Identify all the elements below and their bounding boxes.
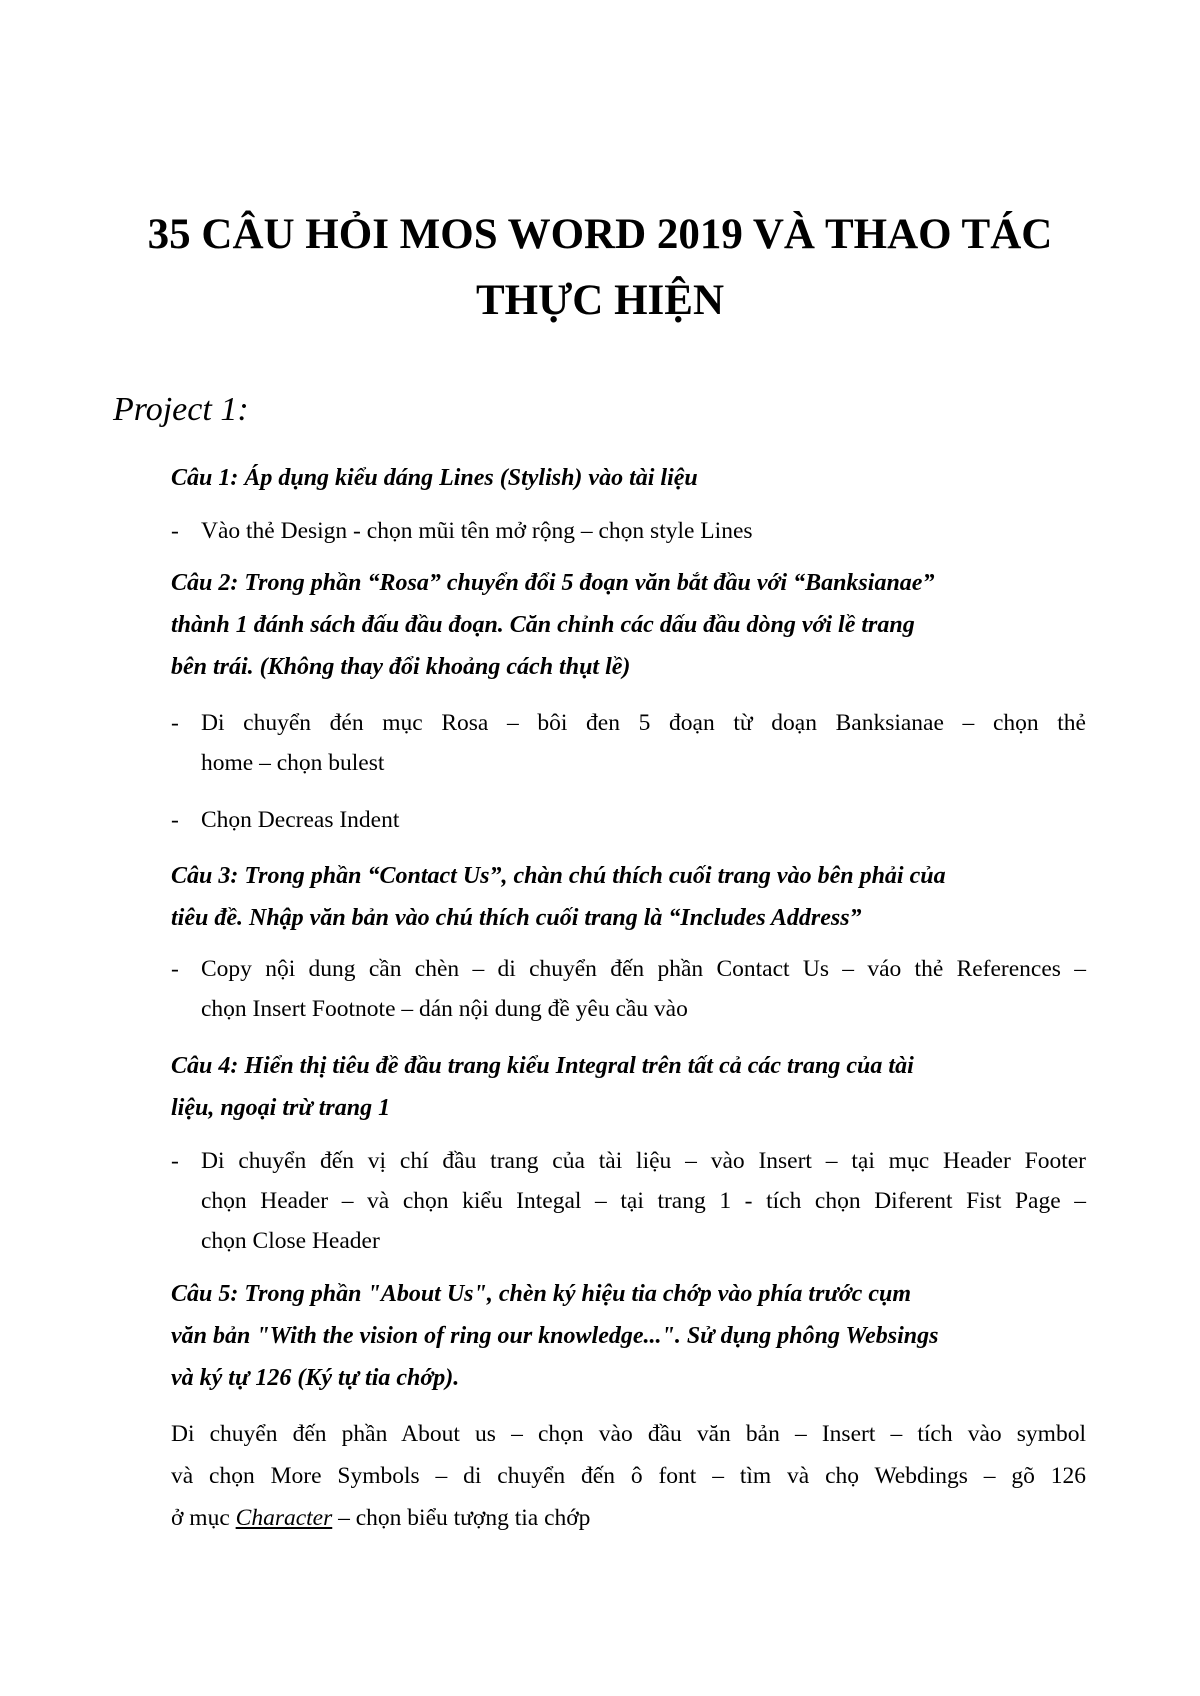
answer-4-line: chọn Header – và chọn kiểu Integal – tại trang 1 - tích chọn Diferent Fist Page – — [201, 1188, 1086, 1214]
answer-5-paragraph — [171, 1413, 1086, 1539]
answer-3-line: chọn Insert Footnote – dán nội dung đề yêu cầu vào — [201, 996, 688, 1022]
question-3-line: Câu 3: Trong phần “Contact Us”, chàn chú thích cuối trang vào bên phải của — [171, 863, 946, 889]
answer-2b-text — [201, 800, 1086, 840]
answer-2-line: Di chuyển đén mục Rosa – bôi đen 5 đoạn từ doạn Banksianae – chọn thẻ — [201, 710, 1086, 736]
answer-3-line: Copy nội dung cần chèn – di chuyển đến phần Contact Us – váo thẻ References – — [201, 956, 1086, 982]
bullet-dash: - — [171, 807, 179, 833]
answer-1-text — [201, 511, 1086, 551]
question-3-line: tiêu đề. Nhập văn bản vào chú thích cuối trang là “Includes Address” — [171, 905, 862, 931]
question-2-line: Câu 2: Trong phần “Rosa” chuyển đổi 5 đoạn văn bắt đầu với “Banksianae” — [171, 570, 935, 596]
answer-1-line: Vào thẻ Design - chọn mũi tên mở rộng – chọn style Lines — [201, 518, 753, 544]
question-1-line: Câu 1: Áp dụng kiểu dáng Lines (Stylish) vào tài liệu — [171, 465, 698, 491]
bullet-dash: - — [171, 1148, 179, 1174]
question-2-line: bên trái. (Không thay đổi khoảng cách thụt lề) — [171, 654, 631, 680]
question-2-line: thành 1 đánh sách đấu đầu đoạn. Căn chỉnh các dấu đầu dòng với lề trang — [171, 612, 915, 638]
answer-2b-line: Chọn Decreas Indent — [201, 807, 400, 833]
answer-5-line-suffix: – chọn biểu tượng tia chớp — [332, 1505, 591, 1531]
project-heading: Project 1: — [113, 391, 249, 428]
question-5-line: văn bản "With the vision of ring our knowledge...". Sử dụng phông Websings — [171, 1323, 939, 1349]
bullet-dash: - — [171, 518, 179, 544]
answer-5-line: và chọn More Symbols – di chuyển đến ô font – tìm và chọ Webdings – gõ 126 — [171, 1463, 1086, 1489]
question-5-line: Câu 5: Trong phần "About Us", chèn ký hiệu tia chớp vào phía trước cụm — [171, 1281, 911, 1307]
answer-5-line-prefix: ở mục — [171, 1505, 236, 1531]
question-2 — [171, 562, 1084, 688]
answer-5-line — [171, 1497, 1086, 1539]
bullet-dash: - — [171, 956, 179, 982]
question-4 — [171, 1045, 1084, 1129]
answer-4-text — [201, 1141, 1086, 1261]
answer-2-text — [201, 703, 1086, 783]
question-4-line: Câu 4: Hiển thị tiêu đề đầu trang kiểu Integral trên tất cả các trang của tài — [171, 1053, 914, 1079]
question-3 — [171, 855, 1084, 939]
answer-4-line: Di chuyển đến vị chí đầu trang của tài liệu – vào Insert – tại mục Header Footer — [201, 1148, 1086, 1174]
title-line-1: 35 CÂU HỎI MOS WORD 2019 VÀ THAO TÁC — [147, 211, 1053, 258]
answer-2-line: home – chọn bulest — [201, 750, 385, 776]
bullet-dash: - — [171, 710, 179, 736]
answer-3-text — [201, 949, 1086, 1029]
title-line-2: THỰC HIỆN — [475, 277, 725, 324]
document-title — [100, 202, 1100, 334]
answer-5-line: Di chuyển đến phần About us – chọn vào đầu văn bản – Insert – tích vào symbol — [171, 1421, 1086, 1447]
character-link[interactable]: Character — [235, 1505, 333, 1531]
question-4-line: liệu, ngoại trừ trang 1 — [171, 1095, 391, 1121]
question-5 — [171, 1273, 1084, 1399]
answer-4-line: chọn Close Header — [201, 1228, 380, 1254]
question-5-line: và ký tự 126 (Ký tự tia chớp). — [171, 1365, 460, 1391]
question-1 — [171, 457, 1084, 499]
